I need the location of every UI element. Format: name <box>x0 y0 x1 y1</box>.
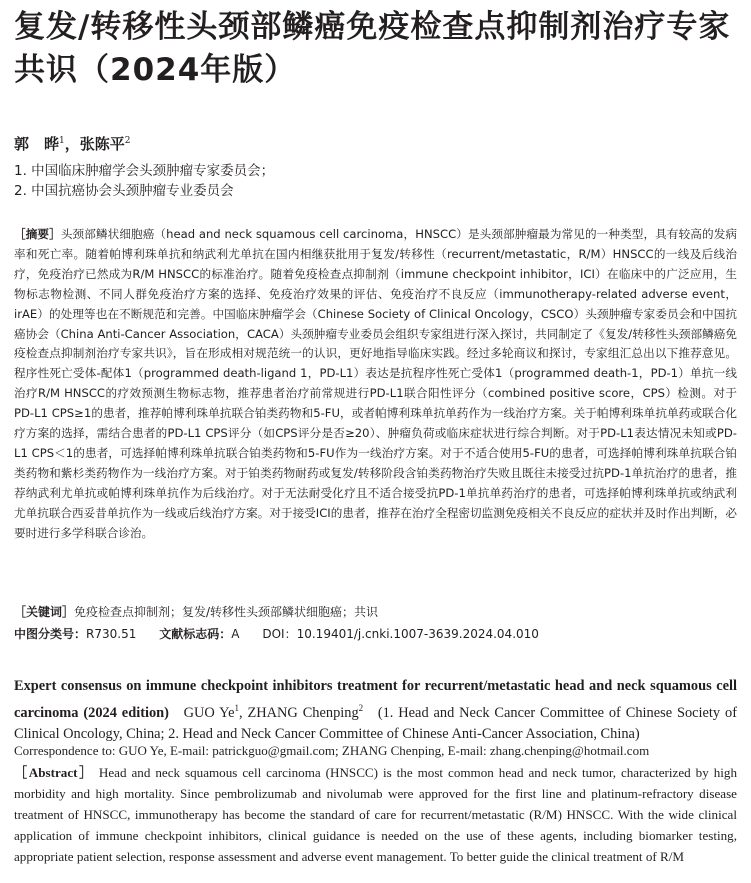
english-title: Expert consensus on immune checkpoint inhibitors treatment for recurrent/metastatic head and neck squamous cell carcinoma (2024 edition) <box>14 678 737 721</box>
author-separator: ， <box>64 135 80 153</box>
clc-label: 中图分类号： <box>14 627 87 641</box>
article-title: 复发/转移性头颈部鳞癌免疫检查点抑制剂治疗专家共识（2024年版） <box>14 9 731 88</box>
english-abstract <box>14 762 737 867</box>
doi-value: 10.19401/j.cnki.1007-3639.2024.04.010 <box>296 627 539 641</box>
affiliation-line: 2. 中国抗癌协会头颈肿瘤专业委员会 <box>14 183 234 199</box>
correspondence: Correspondence to: GUO Ye, E-mail: patrickguo@gmail.com; ZHANG Chenping, E-mail: zhang.chenping@hotmail.com <box>14 743 650 758</box>
english-title-block <box>14 676 737 745</box>
affiliation-line: 1. 中国临床肿瘤学会头颈肿瘤专家委员会； <box>14 163 275 179</box>
keywords-text: 免疫检查点抑制剂；复发/转移性头颈部鳞状细胞癌；共识 <box>74 605 379 619</box>
chinese-abstract <box>14 225 737 544</box>
abstract-label: ［摘要］ <box>14 227 61 241</box>
abstract-text: 头颈部鳞状细胞癌（head and neck squamous cell carcinoma，HNSCC）是头颈部肿瘤最为常见的一种类型，具有较高的发病率和死亡率。随着帕博利珠单抗和纳武利尤单抗在国内相继获批用于复发/转移性（recurrent/metastatic，R/M）HNSCC的一线及后线治疗，免疫治疗已然成为R/M HNSCC的标准治疗。随着免疫检查点抑制剂（immune checkpoint inhibitor，ICI）在临床中的广泛应用，生物标志物检测、不同人群免疫治疗方案的选择、免疫治疗效果的评估、免疫治疗不良反应（immunotherapy-related adverse event，irAE）的处理等也在不断规范和完善。中国临床肿瘤学会（Chinese Society of Clinical Oncology，CSCO）头颈肿瘤专家委员会和中国抗癌协会（China Anti-Cancer Association，CACA）头颈肿瘤专业委员会组织专家组进行深入探讨，共同制定了《复发/转移性头颈部鳞癌免疫检查点抑制剂治疗专家共识》，旨在形成相对规范统一的认识，更好地指导临床实践。经过多轮商议和探讨，专家组汇总出以下推荐意见。程序性死亡受体-配体1（programmed death-ligand 1，PD-L1）表达是抗程序性死亡受体1（programmed death-1，PD-1）单抗一线治疗R/M HNSCC的疗效预测生物标志物，推荐患者治疗前常规进行PD-L1联合阳性评分（combined positive score，CPS）检测。对于PD-L1 CPS≥1的患者，推荐帕博利珠单抗联合铂类药物和5-FU，或者帕博利珠单抗单药作为一线治疗方案。关于帕博利珠单抗单药或联合化疗方案的选择，需结合患者的PD-L1 CPS评分（如CPS评分是否≥20）、肿瘤负荷或临床症状进行综合判断。对于PD-L1表达情况未知或PD-L1 CPS＜1的患者，可选择帕博利珠单抗联合铂类药物和5-FU作为一线治疗方案。对于不适合使用5-FU的患者，可选择帕博利珠单抗联合铂类药物和紫杉类药物作为一线治疗方案。对于铂类药物耐药或复发/转移阶段含铂类药物治疗失败且既往未接受过抗PD-1单抗治疗的患者，推荐纳武利尤单抗或帕博利珠单抗作为后线治疗。对于无法耐受化疗且不适合接受抗PD-1单抗单药治疗的患者，可选择帕博利珠单抗或纳武利尤单抗联合西妥昔单抗作为一线或后线治疗方案。对于接受ICI的患者，推荐在治疗全程密切监测免疫相关不良反应的症状并及时作出判断，必要时进行多学科联合诊治。 <box>14 227 737 540</box>
author-name: 郭 晔 <box>14 135 60 153</box>
classification-line <box>14 625 539 643</box>
author-affiliation-mark: 1 <box>234 702 239 713</box>
clc-value: R730.51 <box>86 627 137 641</box>
document-code-value: A <box>231 627 240 641</box>
author-list <box>14 131 131 154</box>
keywords-label: ［关键词］ <box>14 605 75 619</box>
keywords <box>14 603 378 621</box>
author-separator: , <box>238 704 248 721</box>
author-name: 张陈平 <box>79 135 125 153</box>
abstract-label: ［Abstract］ <box>14 765 94 780</box>
english-affiliations: (1. Head and Neck Cancer Committee of Chinese Society of Clinical Oncology, China; 2. Head and Neck Cancer Committee of Chinese Anti-Cancer Association, China) <box>14 704 737 742</box>
author-affiliation-mark: 2 <box>124 136 131 146</box>
english-author: GUO Ye <box>183 704 235 721</box>
document-code-label: 文献标志码： <box>159 627 232 641</box>
abstract-text: Head and neck squamous cell carcinoma (HNSCC) is the most common head and neck tumor, characterized by high morbidity and high mortality. Since pembrolizumab and nivolumab were approved for the first line and platinum-refractory disease treatment of HNSCC, immunotherapy has become the standard of care for recurrent/metastatic (R/M) HNSCC. With the wide clinical application of immune checkpoint inhibitors, clinical guidance is needed on the use of these agents, including biomarker testing, appropriate patient selection, response assessment and adverse event management. To better guide the clinical treatment of R/M <box>14 765 737 864</box>
english-author: ZHANG Chenping <box>247 704 359 721</box>
author-affiliation-mark: 1 <box>59 136 65 146</box>
doi-label: DOI： <box>262 627 297 641</box>
author-affiliation-mark: 2 <box>358 702 364 713</box>
